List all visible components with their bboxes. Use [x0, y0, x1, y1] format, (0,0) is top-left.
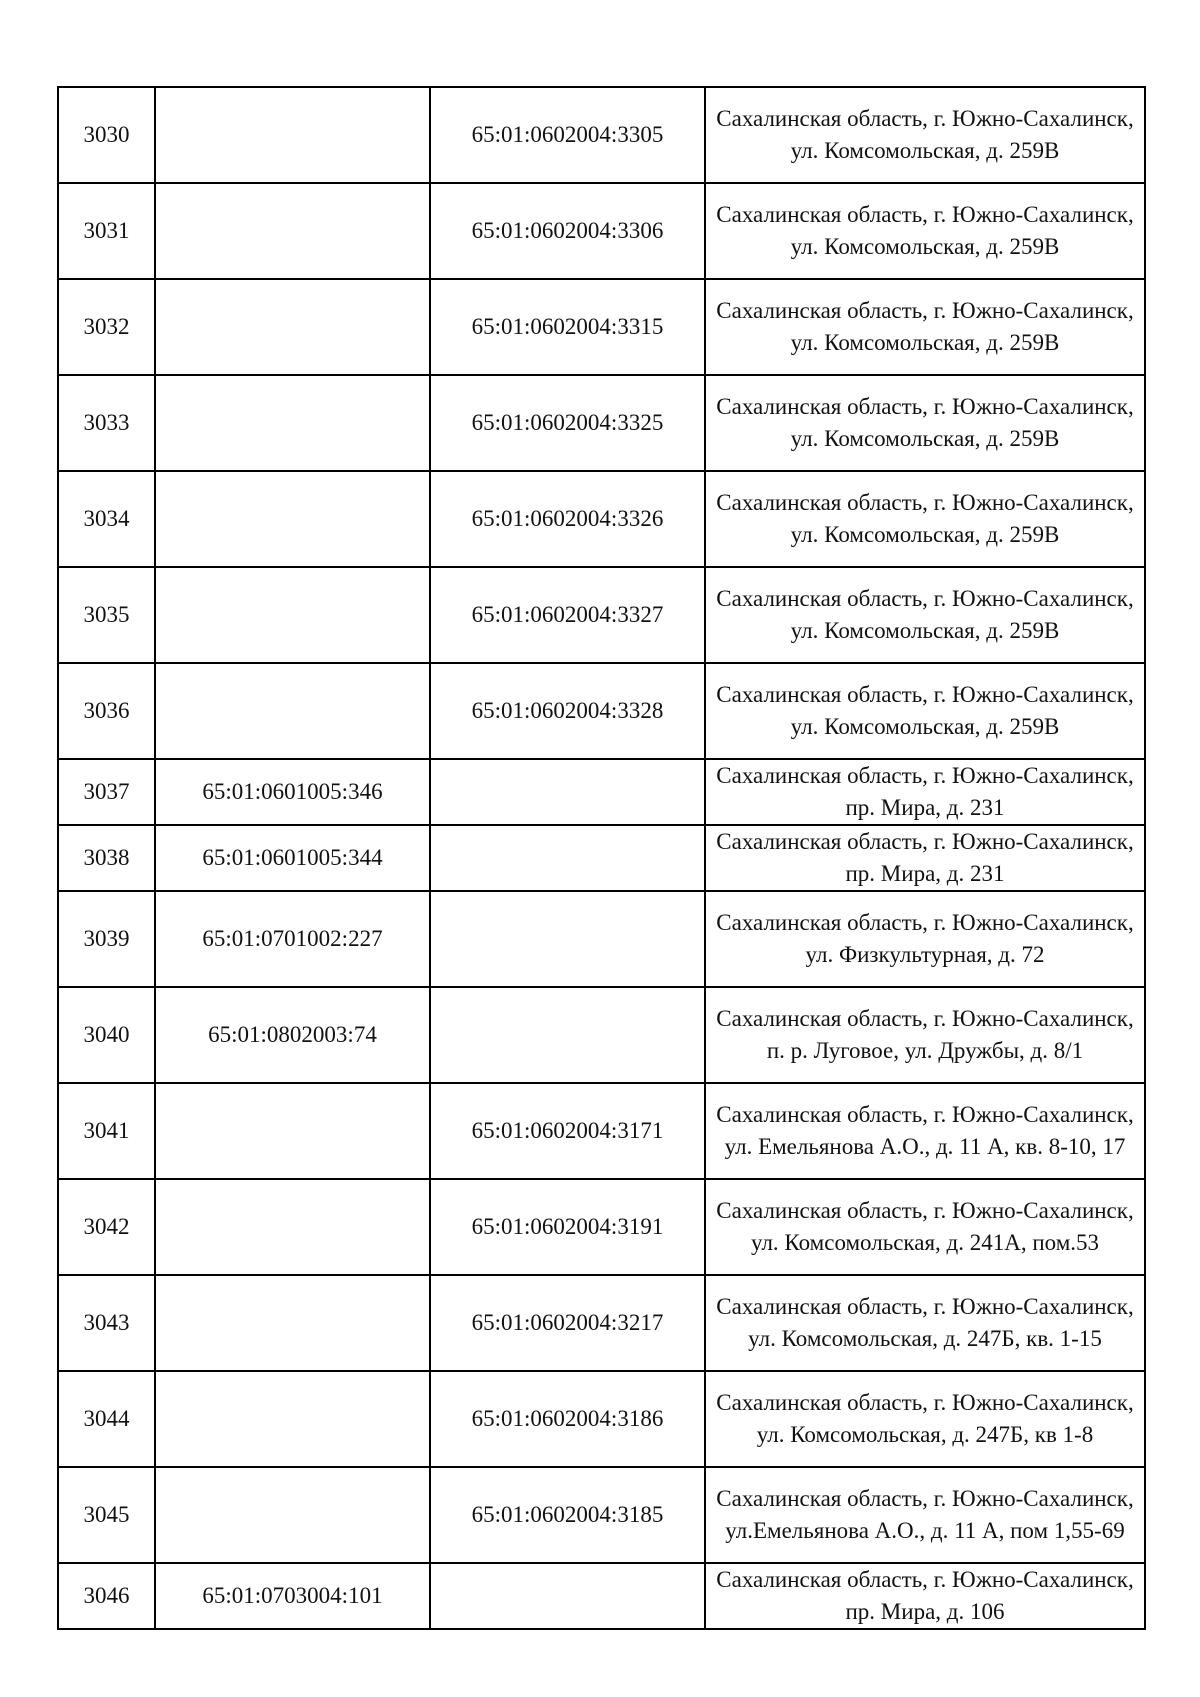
land-cadastral-cell [155, 663, 430, 759]
address-cell: Сахалинская область, г. Южно-Сахалинск, ул. Комсомольская, д. 259В [705, 279, 1145, 375]
table-row [58, 87, 1145, 183]
row-number-cell: 3038 [58, 825, 155, 891]
address-cell: Сахалинская область, г. Южно-Сахалинск, ул. Комсомольская, д. 259В [705, 663, 1145, 759]
address-cell: Сахалинская область, г. Южно-Сахалинск, ул. Комсомольская, д. 241А, пом.53 [705, 1179, 1145, 1275]
row-number-cell: 3037 [58, 759, 155, 825]
table-row [58, 759, 1145, 825]
building-cadastral-cell: 65:01:0602004:3327 [430, 567, 705, 663]
table-row [58, 1179, 1145, 1275]
table-row [58, 1467, 1145, 1563]
address-cell: Сахалинская область, г. Южно-Сахалинск, ул. Комсомольская, д. 247Б, кв 1-8 [705, 1371, 1145, 1467]
building-cadastral-cell: 65:01:0602004:3326 [430, 471, 705, 567]
building-cadastral-cell: 65:01:0602004:3306 [430, 183, 705, 279]
address-cell: Сахалинская область, г. Южно-Сахалинск, пр. Мира, д. 106 [705, 1563, 1145, 1629]
row-number-cell: 3034 [58, 471, 155, 567]
table-row [58, 375, 1145, 471]
row-number-cell: 3041 [58, 1083, 155, 1179]
building-cadastral-cell [430, 759, 705, 825]
address-cell: Сахалинская область, г. Южно-Сахалинск, ул. Комсомольская, д. 259В [705, 471, 1145, 567]
table-row [58, 567, 1145, 663]
building-cadastral-cell: 65:01:0602004:3305 [430, 87, 705, 183]
land-cadastral-cell [155, 1083, 430, 1179]
address-cell: Сахалинская область, г. Южно-Сахалинск, пр. Мира, д. 231 [705, 825, 1145, 891]
land-cadastral-cell: 65:01:0701002:227 [155, 891, 430, 987]
building-cadastral-cell: 65:01:0602004:3185 [430, 1467, 705, 1563]
building-cadastral-cell: 65:01:0602004:3315 [430, 279, 705, 375]
table-row [58, 663, 1145, 759]
building-cadastral-cell: 65:01:0602004:3191 [430, 1179, 705, 1275]
land-cadastral-cell [155, 471, 430, 567]
row-number-cell: 3042 [58, 1179, 155, 1275]
row-number-cell: 3044 [58, 1371, 155, 1467]
land-cadastral-cell [155, 1275, 430, 1371]
address-cell: Сахалинская область, г. Южно-Сахалинск, ул. Физкультурная, д. 72 [705, 891, 1145, 987]
row-number-cell: 3032 [58, 279, 155, 375]
address-cell: Сахалинская область, г. Южно-Сахалинск, ул. Емельянова А.О., д. 11 А, кв. 8-10, 17 [705, 1083, 1145, 1179]
row-number-cell: 3030 [58, 87, 155, 183]
building-cadastral-cell: 65:01:0602004:3186 [430, 1371, 705, 1467]
address-cell: Сахалинская область, г. Южно-Сахалинск, ул. Комсомольская, д. 247Б, кв. 1-15 [705, 1275, 1145, 1371]
row-number-cell: 3039 [58, 891, 155, 987]
building-cadastral-cell [430, 1563, 705, 1629]
address-cell: Сахалинская область, г. Южно-Сахалинск, ул. Комсомольская, д. 259В [705, 87, 1145, 183]
land-cadastral-cell [155, 567, 430, 663]
building-cadastral-cell [430, 891, 705, 987]
address-cell: Сахалинская область, г. Южно-Сахалинск, ул. Комсомольская, д. 259В [705, 375, 1145, 471]
land-cadastral-cell [155, 87, 430, 183]
property-table-body [58, 87, 1145, 1629]
table-row [58, 1563, 1145, 1629]
table-row [58, 825, 1145, 891]
land-cadastral-cell [155, 1371, 430, 1467]
row-number-cell: 3031 [58, 183, 155, 279]
land-cadastral-cell: 65:01:0601005:346 [155, 759, 430, 825]
row-number-cell: 3046 [58, 1563, 155, 1629]
land-cadastral-cell [155, 1179, 430, 1275]
address-cell: Сахалинская область, г. Южно-Сахалинск, ул. Комсомольская, д. 259В [705, 183, 1145, 279]
row-number-cell: 3033 [58, 375, 155, 471]
building-cadastral-cell [430, 825, 705, 891]
row-number-cell: 3035 [58, 567, 155, 663]
land-cadastral-cell: 65:01:0601005:344 [155, 825, 430, 891]
address-cell: Сахалинская область, г. Южно-Сахалинск, пр. Мира, д. 231 [705, 759, 1145, 825]
land-cadastral-cell: 65:01:0802003:74 [155, 987, 430, 1083]
address-cell: Сахалинская область, г. Южно-Сахалинск, ул.Емельянова А.О., д. 11 А, пом 1,55-69 [705, 1467, 1145, 1563]
building-cadastral-cell: 65:01:0602004:3171 [430, 1083, 705, 1179]
table-row [58, 987, 1145, 1083]
land-cadastral-cell: 65:01:0703004:101 [155, 1563, 430, 1629]
row-number-cell: 3036 [58, 663, 155, 759]
address-cell: Сахалинская область, г. Южно-Сахалинск, п. р. Луговое, ул. Дружбы, д. 8/1 [705, 987, 1145, 1083]
table-row [58, 1083, 1145, 1179]
table-row [58, 1275, 1145, 1371]
building-cadastral-cell [430, 987, 705, 1083]
table-row [58, 1371, 1145, 1467]
building-cadastral-cell: 65:01:0602004:3217 [430, 1275, 705, 1371]
table-row [58, 471, 1145, 567]
land-cadastral-cell [155, 183, 430, 279]
property-table [57, 86, 1146, 1630]
building-cadastral-cell: 65:01:0602004:3325 [430, 375, 705, 471]
row-number-cell: 3043 [58, 1275, 155, 1371]
table-row [58, 891, 1145, 987]
land-cadastral-cell [155, 279, 430, 375]
row-number-cell: 3040 [58, 987, 155, 1083]
land-cadastral-cell [155, 1467, 430, 1563]
table-row [58, 279, 1145, 375]
table-row [58, 183, 1145, 279]
building-cadastral-cell: 65:01:0602004:3328 [430, 663, 705, 759]
land-cadastral-cell [155, 375, 430, 471]
row-number-cell: 3045 [58, 1467, 155, 1563]
address-cell: Сахалинская область, г. Южно-Сахалинск, ул. Комсомольская, д. 259В [705, 567, 1145, 663]
